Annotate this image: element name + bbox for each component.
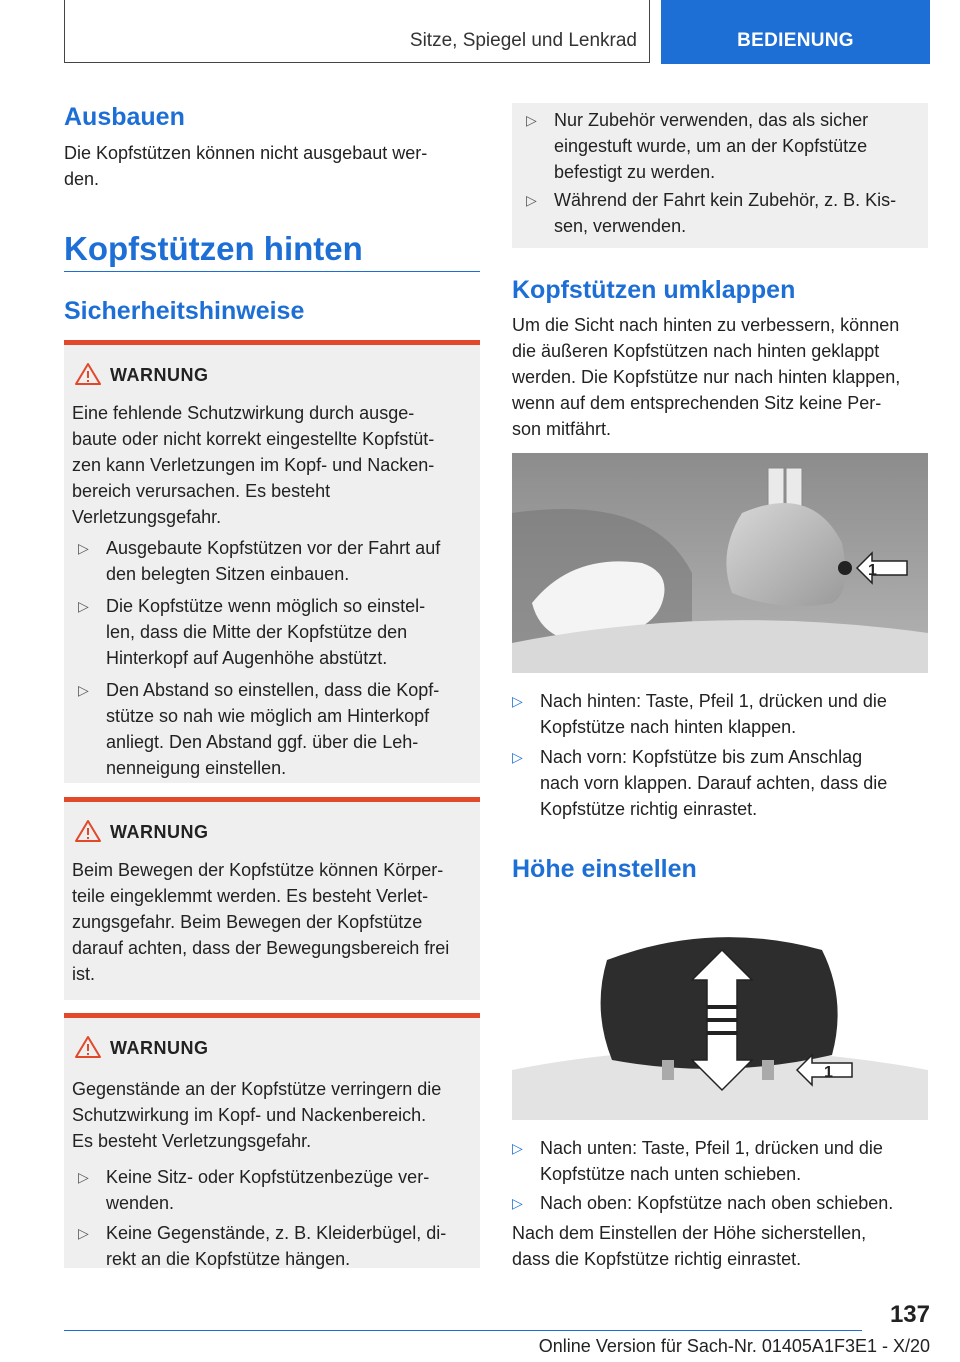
triangle-right-icon: ▷	[526, 192, 537, 208]
warning-text: Eine fehlende Schutzwirkung durch ausge- baute oder nicht korrekt eingestellte Kopfstüt- zen kann Verletzungen im Kopf- und Nacken- bereich verursachen. Es besteht Verletzungsgefahr.	[72, 403, 435, 527]
triangle-right-icon: ▷	[512, 693, 523, 709]
warning-triangle-icon	[74, 362, 102, 386]
headrest-fold-illustration	[512, 453, 928, 673]
kopfstuetzen-hinten-heading: Kopfstützen hinten	[64, 230, 363, 267]
warning-triangle-icon	[74, 1035, 102, 1059]
page-number: 137	[889, 1301, 930, 1328]
footer-rule	[64, 1330, 862, 1331]
umklappen-text: Um die Sicht nach hinten zu verbessern, können die äußeren Kopfstützen nach hinten geklappt werden. Die Kopfstütze nur nach hinten klappen, wenn auf dem entsprechenden Sitz keine Per- son mitfährt.	[512, 315, 901, 439]
callout-label: 1	[824, 1064, 833, 1081]
triangle-right-icon: ▷	[78, 1225, 89, 1241]
callout-label: 1	[868, 562, 877, 579]
sicherheitshinweise-heading: Sicherheitshinweise	[64, 297, 305, 325]
triangle-right-icon: ▷	[526, 112, 537, 128]
ausbauen-heading: Ausbauen	[64, 103, 185, 131]
triangle-right-icon: ▷	[512, 1140, 523, 1156]
header-chapter-title: BEDIENUNG	[737, 30, 854, 51]
triangle-right-icon: ▷	[512, 1195, 523, 1211]
ausbauen-text: Die Kopfstützen können nicht ausgebaut wer- den.	[64, 143, 428, 189]
warning-box-2	[64, 797, 480, 1000]
warning-continuation-box: ▷ Nur Zubehör verwenden, das als sicher eingestuft wurde, um an der Kopfstütze befestigt zu werden. ▷ Während der Fahrt kein Zubehör, z. B. Kis- sen, verwenden.	[512, 103, 928, 248]
headrest-height-illustration	[512, 920, 928, 1120]
header-section-box	[64, 0, 650, 63]
umklappen-heading: Kopfstützen umklappen	[512, 276, 796, 304]
warning-box-3: WARNUNG Gegenstände an der Kopfstütze verringern die Schutzwirkung im Kopf- und Nackenbereich. Es besteht Verletzungsgefahr. ▷ Keine Sitz- oder Kopfstützenbezüge ver- wenden. ▷ Keine Gegenstände, z. B. Kleiderbügel, di- rekt an die Kopfstütze hängen.	[64, 1013, 480, 1268]
warning-label: WARNUNG	[110, 365, 209, 385]
header-chapter-tab	[661, 0, 930, 64]
page-footer	[64, 1290, 930, 1362]
warning-label: WARNUNG	[110, 1038, 209, 1058]
triangle-right-icon: ▷	[78, 682, 89, 698]
page-header	[64, 0, 930, 64]
triangle-right-icon: ▷	[78, 1169, 89, 1185]
triangle-right-icon: ▷	[512, 749, 523, 765]
header-section-title: Sitze, Spiegel und Lenkrad	[409, 30, 637, 51]
heading-rule	[64, 271, 480, 272]
warning-label: WARNUNG	[110, 822, 209, 842]
triangle-right-icon: ▷	[78, 540, 89, 556]
warning-text: Gegenstände an der Kopfstütze verringern die Schutzwirkung im Kopf- und Nackenbereich. Es besteht Verletzungsgefahr.	[72, 1079, 442, 1151]
hoehe-heading: Höhe einstellen	[512, 855, 697, 883]
triangle-right-icon: ▷	[78, 598, 89, 614]
footer-note: Online Version für Sach-Nr. 01405A1F3E1 - X/20	[538, 1336, 930, 1356]
warning-text: Beim Bewegen der Kopfstütze können Körper- teile eingeklemmt werden. Es besteht Verlet- zungsgefahr. Beim Bewegen der Kopfstütze darauf achten, dass der Bewegungsbereich frei ist.	[72, 860, 450, 984]
warning-triangle-icon	[74, 819, 102, 843]
warning-box-1: WARNUNG Eine fehlende Schutzwirkung durch ausge- baute oder nicht korrekt eingestellte Kopfstüt- zen kann Verletzungen im Kopf- und Nacken- bereich verursachen. Es besteht Verletzungsgefahr. ▷ Ausgebaute Kopfstützen vor der Fahrt auf den belegten Sitzen einbauen. ▷ Die Kopfstütze wenn möglich so einstel- len, dass die Mitte der Kopfstütze den Hinterkopf auf Augenhöhe abstützt. ▷ Den Abstand so einstellen, dass die Kopf- stütze so nah wie möglich am Hinterkopf anliegt. Den Abstand ggf. über die Leh- nenneigung einstellen.	[64, 340, 480, 783]
hoehe-text: Nach dem Einstellen der Höhe sicherstellen, dass die Kopfstütze richtig einrastet.	[512, 1223, 867, 1269]
